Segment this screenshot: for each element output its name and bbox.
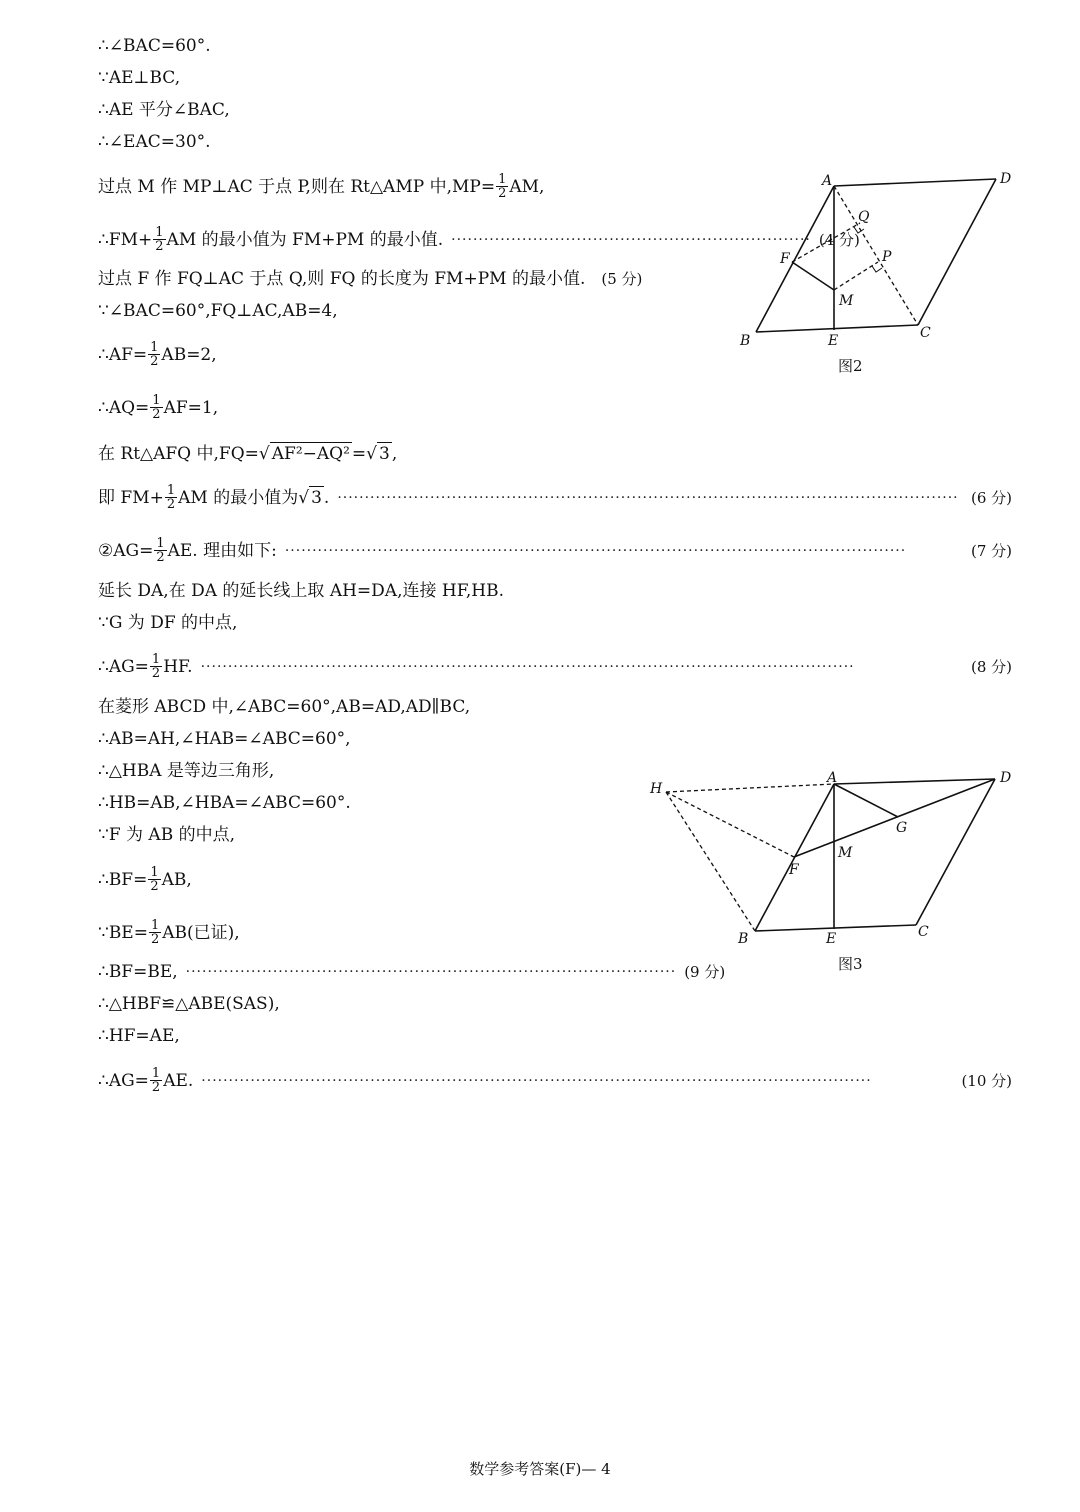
label-B: B [740, 333, 751, 349]
segment-HF [666, 792, 794, 857]
fraction-half: $\frac{1}{2}$ [151, 652, 161, 681]
line-15: ∵G 为 DF 的中点, [98, 613, 238, 633]
edge-AD [834, 779, 995, 784]
line-25: ∴△HBF≌△ABE(SAS), [98, 994, 280, 1014]
label-E: E [826, 931, 837, 947]
fraction-half: $\frac{1}{2}$ [150, 918, 160, 947]
line-4: ∴∠EAC=30°. [98, 132, 211, 152]
fraction-half: $\frac{1}{2}$ [152, 393, 161, 422]
label-C: C [918, 924, 929, 940]
sqrt-sign: √ [258, 443, 270, 464]
line-22: ∴BF= $\frac{1}{2}$ AB, [98, 865, 192, 894]
line-11: 在 Rt△AFQ 中,FQ= √ AF²−AQ² = √ 3 , [98, 443, 398, 464]
line-7: 过点 F 作 FQ⊥AC 于点 Q,则 FQ 的长度为 FM+PM 的最小值. (5 分) [98, 269, 643, 289]
fraction-half: $\frac{1}{2}$ [498, 172, 507, 201]
line-9: ∴AF= $\frac{1}{2}$ AB=2, [98, 340, 217, 369]
line-27: ∴AG= $\frac{1}{2}$ AE. ··························································································································· (10 分) [98, 1066, 1012, 1095]
figure-2-svg [730, 165, 1030, 355]
fraction-half: $\frac{1}{2}$ [156, 536, 165, 565]
figure-2 [730, 165, 1030, 355]
score: (10 分) [961, 1071, 1012, 1090]
line-20: ∴HB=AB,∠HBA=∠ABC=60°. [98, 793, 351, 813]
label-G: G [896, 820, 908, 836]
line-18: ∴AB=AH,∠HAB=∠ABC=60°, [98, 729, 351, 749]
edge-DC [916, 779, 995, 925]
label-F: F [789, 862, 799, 878]
label-B: B [738, 931, 749, 947]
figure-2-caption: 图2 [838, 357, 863, 375]
label-A: A [827, 770, 838, 786]
fraction-half: $\frac{1}{2}$ [151, 1066, 161, 1095]
segment-HA [666, 784, 834, 792]
label-M: M [838, 845, 853, 861]
figure-3-svg [640, 765, 1030, 950]
fraction-half: $\frac{1}{2}$ [150, 865, 159, 894]
fraction-half: $\frac{1}{2}$ [155, 225, 164, 254]
right-angle-Q [854, 227, 864, 233]
line-26: ∴HF=AE, [98, 1026, 180, 1046]
radicand: AF²−AQ² [271, 444, 350, 464]
line-6: ∴FM+ $\frac{1}{2}$ AM 的最小值为 FM+PM 的最小值. ·································································· (4 分) [98, 225, 860, 254]
sqrt-sign: √ [366, 443, 378, 464]
segment-MP [834, 262, 878, 290]
score: (7 分) [970, 541, 1012, 560]
line-8: ∵∠BAC=60°,FQ⊥AC,AB=4, [98, 301, 338, 321]
right-angle-P [872, 266, 882, 272]
segment-FQ [792, 223, 860, 262]
label-M: M [839, 293, 854, 309]
line-13: ②AG= $\frac{1}{2}$ AE. 理由如下: ·················································································································· (7 分) [98, 536, 1012, 565]
line-14: 延长 DA,在 DA 的延长线上取 AH=DA,连接 HF,HB. [98, 581, 504, 601]
radicand: 3 [379, 444, 390, 464]
score: (4 分) [818, 230, 860, 249]
label-Q: Q [858, 209, 870, 225]
dot-leader: ·················································································································· [284, 542, 907, 559]
line-17: 在菱形 ABCD 中,∠ABC=60°,AB=AD,AD∥BC, [98, 697, 471, 717]
label-D: D [1000, 770, 1012, 786]
label-C: C [920, 325, 931, 341]
line-21: ∵F 为 AB 的中点, [98, 825, 235, 845]
line-5: 过点 M 作 MP⊥AC 于点 P,则在 Rt△AMP 中,MP= $\frac{1}{2}$ AM, [98, 172, 545, 201]
fraction-half: $\frac{1}{2}$ [166, 483, 176, 512]
score: (9 分) [684, 963, 726, 981]
line-23: ∵BE= $\frac{1}{2}$ AB(已证), [98, 918, 240, 947]
page-footer: 数学参考答案(F)— 4 [469, 1460, 611, 1478]
edge-AD [834, 179, 996, 186]
radicand: 3 [311, 488, 322, 508]
score: (6 分) [970, 488, 1012, 507]
score: (5 分) [601, 270, 643, 288]
sqrt-sign: √ [298, 487, 310, 508]
label-A: A [822, 173, 833, 189]
dot-leader: ·················································································································· [337, 489, 959, 506]
edge-CB [756, 325, 918, 332]
line-1: ∴∠BAC=60°. [98, 36, 211, 56]
segment-HB [666, 792, 755, 931]
figure-3-caption: 图3 [838, 955, 863, 973]
line-16: ∴AG= $\frac{1}{2}$ HF. ························································································································ (8 分) [98, 652, 1012, 681]
label-E: E [828, 333, 839, 349]
label-P: P [882, 249, 892, 265]
edge-BA [756, 186, 834, 332]
dot-leader: ························································································································ [200, 658, 855, 675]
line-10: ∴AQ= $\frac{1}{2}$ AF=1, [98, 393, 219, 422]
dot-leader: ·································································· [451, 231, 811, 248]
line-3: ∴AE 平分∠BAC, [98, 100, 230, 120]
line-19: ∴△HBA 是等边三角形, [98, 761, 275, 781]
dot-leader: ·························································································· [185, 964, 677, 980]
fraction-half: $\frac{1}{2}$ [150, 340, 159, 369]
segment-FM [792, 262, 834, 290]
line-24: ∴BF=BE, ·························································································· (9 分) [98, 962, 726, 982]
label-D: D [1000, 171, 1012, 187]
figure-3 [640, 765, 1030, 950]
segment-AG [834, 784, 898, 817]
dot-leader: ··························································································································· [201, 1072, 872, 1089]
label-H: H [650, 781, 663, 797]
line-2: ∵AE⊥BC, [98, 68, 181, 88]
label-F: F [780, 251, 790, 267]
line-12: 即 FM+ $\frac{1}{2}$ AM 的最小值为 √ 3 . ·················································································································· (6 分) [98, 483, 1012, 512]
segment-FD [794, 779, 995, 857]
score: (8 分) [970, 657, 1012, 676]
edge-DC [918, 179, 996, 325]
